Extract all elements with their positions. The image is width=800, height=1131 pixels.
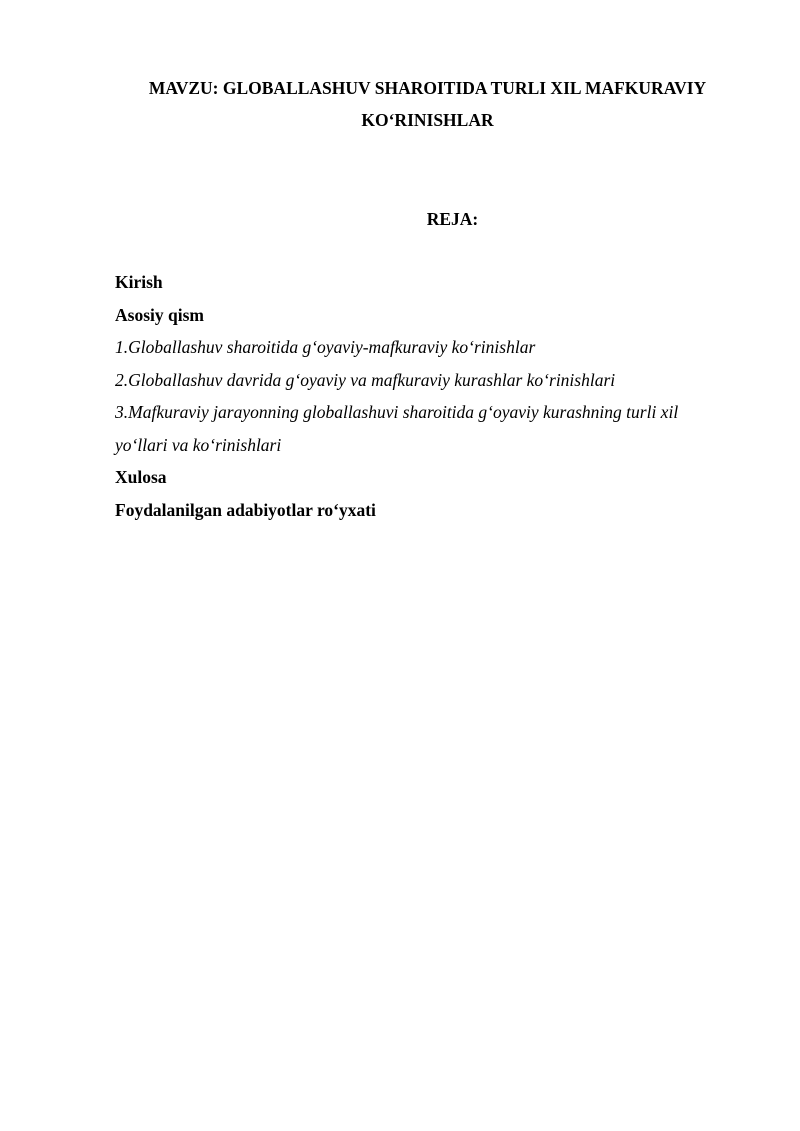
- title-line-2: KO‘RINISHLAR: [361, 110, 494, 130]
- plan-subitem-3: 3.Mafkuraviy jarayonning globallashuvi sharoitida g‘oyaviy kurashning turli xil yo‘llari va ko‘rinishlari: [115, 402, 679, 455]
- plan-heading: REJA:: [426, 209, 479, 229]
- plan-item-main-part: Asosiy qism: [115, 304, 204, 325]
- plan-list: [115, 266, 735, 526]
- title-line-1: MAVZU: GLOBALLASHUV SHAROITIDA TURLI XIL MAFKURAVIY: [148, 78, 707, 98]
- plan-subitem-2: 2.Globallashuv davrida g‘oyaviy va mafkuraviy kurashlar ko‘rinishlari: [115, 369, 616, 390]
- plan-item-intro: Kirish: [115, 272, 163, 292]
- plan-item-conclusion: Xulosa: [115, 467, 167, 487]
- plan-subitem-1: 1.Globallashuv sharoitida g‘oyaviy-mafkuraviy ko‘rinishlar: [115, 337, 536, 357]
- document-title: [115, 72, 740, 136]
- plan-item-references: Foydalanilgan adabiyotlar ro‘yxati: [115, 499, 376, 520]
